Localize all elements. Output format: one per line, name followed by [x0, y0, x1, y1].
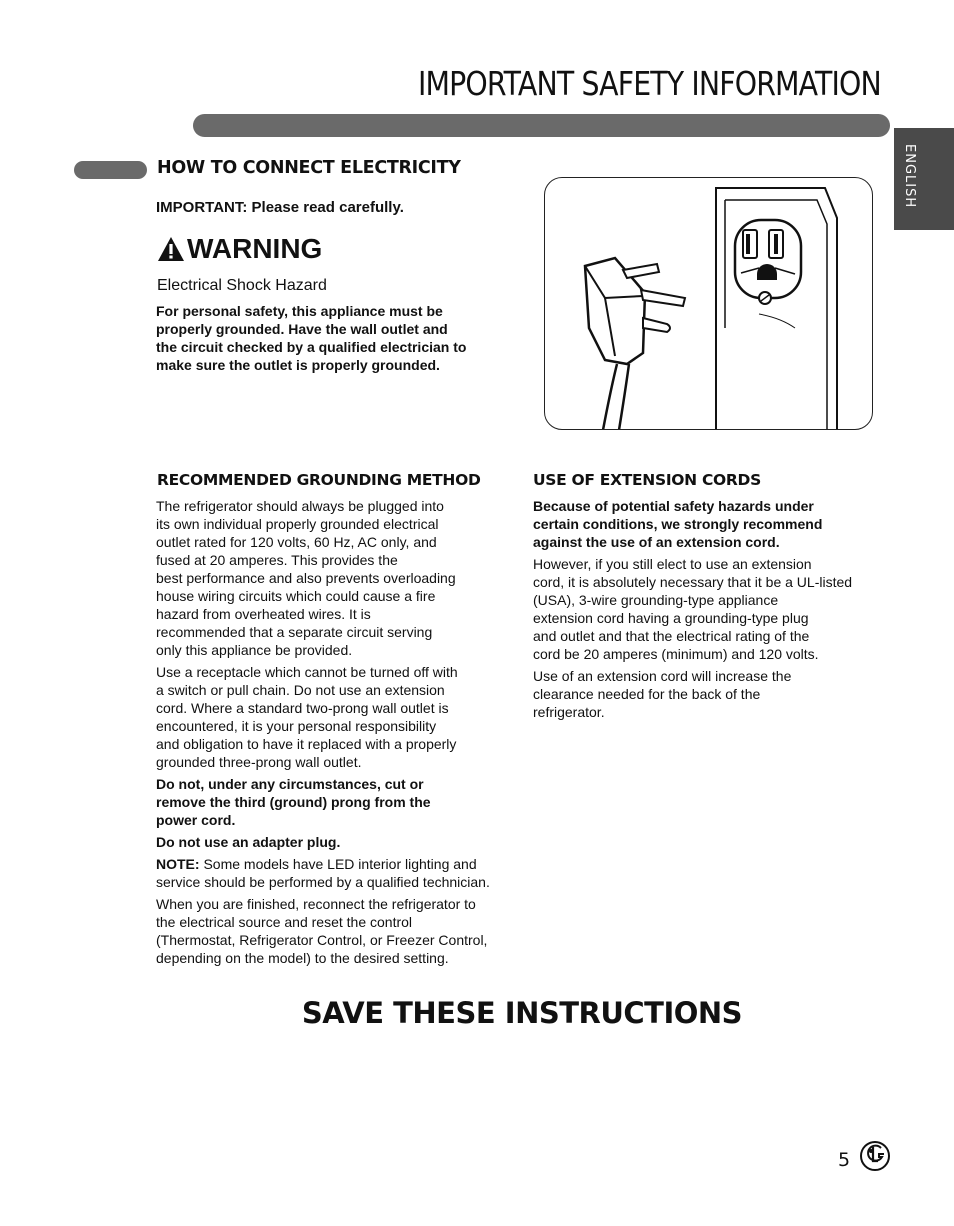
text-line: and obligation to have it replaced with a properly [156, 736, 457, 752]
paragraph [533, 555, 852, 663]
language-tab [894, 128, 954, 230]
text-line: encountered, it is your personal responsibility [156, 718, 437, 734]
text-line: refrigerator. [533, 704, 605, 720]
text-line: (USA), 3-wire grounding-type appliance [533, 592, 779, 608]
warning-body [156, 302, 466, 374]
text-line: Use a receptacle which cannot be turned off with [156, 664, 458, 680]
text-line: For personal safety, this appliance must be [156, 303, 443, 319]
connect-heading: HOW TO CONNECT ELECTRICITY [157, 158, 461, 178]
lg-logo-icon [860, 1141, 890, 1171]
text-line: Because of potential safety hazards under [533, 498, 814, 514]
text-line: clearance needed for the back of the [533, 686, 761, 702]
text-line: When you are finished, reconnect the refrigerator to [156, 896, 476, 912]
important-note: IMPORTANT: Please read carefully. [156, 199, 404, 216]
plug-outlet-drawing [545, 178, 873, 430]
page-number: 5 [838, 1149, 851, 1171]
grounding-heading: RECOMMENDED GROUNDING METHOD [157, 471, 481, 489]
text-line: against the use of an extension cord. [533, 534, 780, 550]
paragraph [156, 895, 490, 967]
text-line: depending on the model) to the desired setting. [156, 950, 449, 966]
warning-triangle-icon [157, 236, 185, 262]
text-line: best performance and also prevents overloading [156, 570, 456, 586]
hazard-title: Electrical Shock Hazard [157, 277, 327, 294]
lg-logo [860, 1141, 890, 1176]
text-line: outlet rated for 120 volts, 60 Hz, AC only, and [156, 534, 437, 550]
text-line: hazard from overheated wires. It is [156, 606, 371, 622]
text-line: service should be performed by a qualified technician. [156, 874, 490, 890]
text-line: extension cord having a grounding-type plug [533, 610, 809, 626]
text-line: grounded three-prong wall outlet. [156, 754, 362, 770]
text-line: the electrical source and reset the control [156, 914, 413, 930]
language-tab-label: ENGLISH [902, 144, 917, 209]
text-line: cord, it is absolutely necessary that it be a UL-listed [533, 574, 853, 590]
warning-label: WARNING [187, 233, 323, 264]
save-instructions-title: SAVE THESE INSTRUCTIONS [301, 996, 743, 1030]
paragraph [533, 497, 852, 551]
text-line: power cord. [156, 812, 236, 828]
paragraph [156, 775, 490, 829]
text-line: cord. Where a standard two-prong wall outlet is [156, 700, 449, 716]
text-line [156, 855, 490, 873]
extension-text [533, 497, 852, 725]
text-line: (Thermostat, Refrigerator Control, or Freezer Control, [156, 932, 488, 948]
text-line: its own individual properly grounded electrical [156, 516, 439, 532]
text-line: a switch or pull chain. Do not use an extension [156, 682, 445, 698]
section-marker [74, 161, 147, 179]
paragraph [533, 667, 852, 721]
title-bar [193, 114, 890, 137]
paragraph [156, 663, 490, 771]
text-line: cord be 20 amperes (minimum) and 120 volts. [533, 646, 819, 662]
grounding-text [156, 497, 490, 971]
extension-heading: USE OF EXTENSION CORDS [533, 471, 761, 489]
text-line: properly grounded. Have the wall outlet and [156, 321, 448, 337]
text-line: the circuit checked by a qualified electrician to [156, 339, 467, 355]
paragraph [156, 833, 490, 851]
text-line: The refrigerator should always be plugged into [156, 498, 444, 514]
text-line: only this appliance be provided. [156, 642, 353, 658]
text-line: Do not use an adapter plug. [156, 834, 341, 850]
text-line: and outlet and that the electrical rating of the [533, 628, 810, 644]
text-line: Use of an extension cord will increase the [533, 668, 792, 684]
text-line: remove the third (ground) prong from the [156, 794, 431, 810]
text-line: recommended that a separate circuit serving [156, 624, 433, 640]
note-text: Some models have LED interior lighting and [199, 856, 477, 872]
text-line: make sure the outlet is properly grounded. [156, 357, 440, 373]
plug-and-outlet-illustration [544, 177, 873, 430]
text-line: Do not, under any circumstances, cut or [156, 776, 424, 792]
warning-heading [157, 233, 322, 265]
note-label: NOTE: [156, 856, 200, 872]
paragraph [156, 497, 490, 659]
text-line: fused at 20 amperes. This provides the [156, 552, 398, 568]
page-title: IMPORTANT SAFETY INFORMATION [418, 64, 881, 103]
text-line: certain conditions, we strongly recommend [533, 516, 823, 532]
text-line: house wiring circuits which could cause a fire [156, 588, 436, 604]
text-line: However, if you still elect to use an extension [533, 556, 812, 572]
note-paragraph [156, 855, 490, 891]
